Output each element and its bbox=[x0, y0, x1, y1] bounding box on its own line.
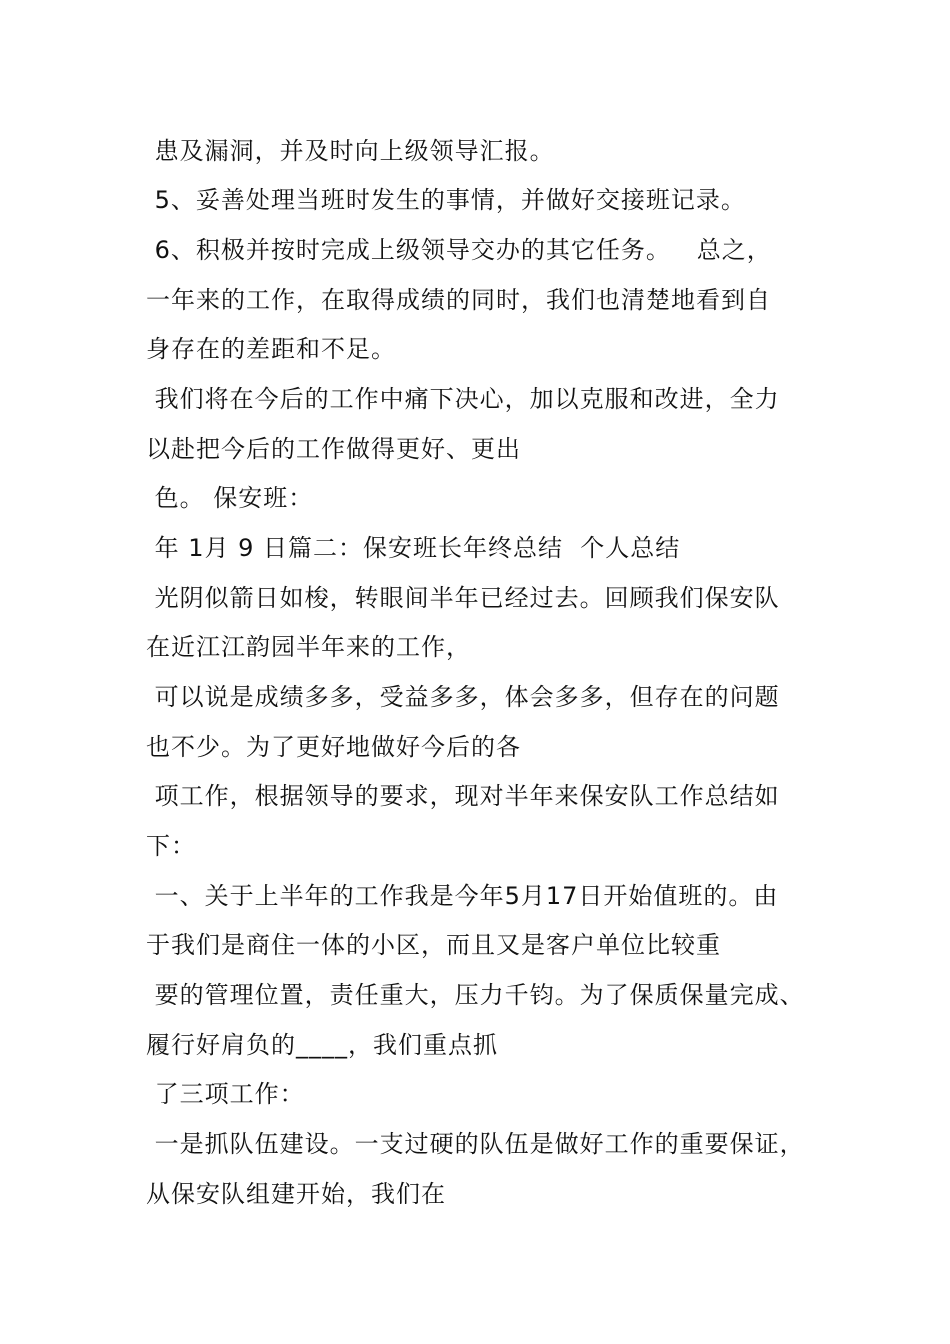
text-line-2: 5、妥善处理当班时发生的事情，并做好交接班记录。 bbox=[146, 186, 746, 214]
text-line-13: 也不少。为了更好地做好今后的各 bbox=[146, 733, 521, 761]
text-line-9: 年 1月 9 日篇二：保安班长年终总结 个人总结 bbox=[146, 534, 681, 562]
text-line-19: 履行好肩负的____，我们重点抓 bbox=[146, 1031, 498, 1059]
text-line-15: 下： bbox=[146, 832, 196, 860]
text-line-10: 光阴似箭日如梭，转眼间半年已经过去。回顾我们保安队 bbox=[146, 584, 780, 612]
text-line-18: 要的管理位置，责任重大，压力千钧。为了保质保量完成、 bbox=[146, 981, 805, 1009]
text-line-14: 项工作，根据领导的要求，现对半年来保安队工作总结如 bbox=[146, 782, 780, 810]
text-line-16: 一、关于上半年的工作我是今年5月17日开始值班的。由 bbox=[146, 882, 779, 910]
text-line-20: 了三项工作： bbox=[146, 1080, 305, 1108]
text-line-4: 一年来的工作，在取得成绩的同时，我们也清楚地看到自 bbox=[146, 286, 771, 314]
text-line-17: 于我们是商住一体的小区，而且又是客户单位比较重 bbox=[146, 931, 721, 959]
text-line-21: 一是抓队伍建设。一支过硬的队伍是做好工作的重要保证， bbox=[146, 1130, 805, 1158]
text-line-12: 可以说是成绩多多，受益多多，体会多多，但存在的问题 bbox=[146, 683, 780, 711]
text-line-22: 从保安队组建开始，我们在 bbox=[146, 1180, 446, 1208]
text-line-5: 身存在的差距和不足。 bbox=[146, 335, 396, 363]
text-line-8: 色。 保安班： bbox=[146, 484, 314, 512]
text-line-1: 患及漏洞，并及时向上级领导汇报。 bbox=[146, 137, 555, 165]
text-line-11: 在近江江韵园半年来的工作， bbox=[146, 633, 471, 661]
text-line-6: 我们将在今后的工作中痛下决心，加以克服和改进，全力 bbox=[146, 385, 780, 413]
text-line-3: 6、积极并按时完成上级领导交办的其它任务。 总之， bbox=[146, 236, 772, 264]
text-line-7: 以赴把今后的工作做得更好、更出 bbox=[146, 435, 521, 463]
